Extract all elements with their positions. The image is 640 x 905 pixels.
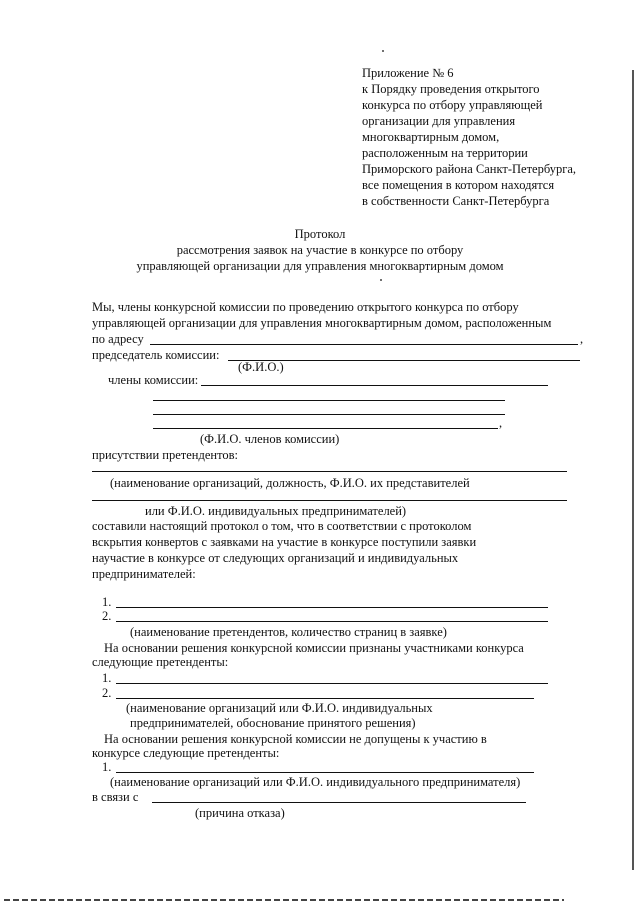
rejected-line: конкурсе следующие претенденты: xyxy=(92,746,280,760)
appendix-line: Приморского района Санкт-Петербурга, xyxy=(362,162,577,176)
rejected-caption: (наименование организаций или Ф.И.О. индивидуального предпринимателя) xyxy=(110,775,521,789)
title-line: Протокол xyxy=(294,227,346,241)
presence-field-line[interactable] xyxy=(92,500,567,501)
chairman-label: председатель комиссии: xyxy=(92,348,220,362)
reason-label: в связи с xyxy=(92,790,139,804)
members-caption: (Ф.И.О. членов комиссии) xyxy=(200,432,340,446)
appendix-line: расположенным на территории xyxy=(362,146,528,160)
orgs-caption: (наименование организаций, должность, Ф.И.О. их представителей xyxy=(110,476,470,490)
applicant-field-line[interactable] xyxy=(116,621,548,622)
appendix-line: к Порядку проведения открытого xyxy=(362,82,540,96)
appendix-line: конкурса по отбору управляющей xyxy=(362,98,543,112)
members-label: члены комиссии: xyxy=(108,373,199,387)
applicant-number: 1. xyxy=(102,595,112,609)
admitted-field-line[interactable] xyxy=(116,683,548,684)
scan-speck xyxy=(382,50,384,52)
intro-line: по адресу xyxy=(92,332,144,346)
applicant-number: 2. xyxy=(102,609,112,623)
orgs-caption: или Ф.И.О. индивидуальных предпринимателей) xyxy=(145,504,407,518)
intro-line: Мы, члены конкурсной комиссии по проведению открытого конкурса по отбору xyxy=(92,300,519,314)
scan-speck xyxy=(380,279,382,281)
appendix-line: Приложение № 6 xyxy=(362,66,454,80)
admitted-line: На основании решения конкурсной комиссии признаны участниками конкурса xyxy=(104,641,524,655)
rejected-line: На основании решения конкурсной комиссии не допущены к участию в xyxy=(104,732,487,746)
rejected-field-line[interactable] xyxy=(116,772,534,773)
member-field-line[interactable] xyxy=(153,400,505,401)
appendix-line: многоквартирным домом, xyxy=(362,130,500,144)
compiled-line: вскрытия конвертов с заявками на участие в конкурсе поступили заявки xyxy=(92,535,477,549)
presence-label: присутствии претендентов: xyxy=(92,448,239,462)
admitted-caption: (наименование организаций или Ф.И.О. индивидуальных xyxy=(126,701,433,715)
member-field-line[interactable] xyxy=(153,414,505,415)
intro-line: управляющей организации для управления многоквартирным домом, расположенным xyxy=(92,316,552,330)
appendix-line: организации для управления xyxy=(362,114,516,128)
admitted-field-line[interactable] xyxy=(116,698,534,699)
admitted-line: следующие претенденты: xyxy=(92,655,229,669)
admitted-number: 2. xyxy=(102,686,112,700)
admitted-number: 1. xyxy=(102,671,112,685)
member-field-line[interactable] xyxy=(201,385,548,386)
title-line: управляющей организации для управления многоквартирным домом xyxy=(136,259,504,273)
compiled-line: предпринимателей: xyxy=(92,567,196,581)
compiled-line: составили настоящий протокол о том, что в соответствии с протоколом xyxy=(92,519,472,533)
address-field-line[interactable] xyxy=(150,344,578,345)
comma: , xyxy=(580,332,584,346)
admitted-caption: предпринимателей, обоснование принятого решения) xyxy=(130,716,416,730)
scan-edge-shadow xyxy=(632,70,634,870)
compiled-line: научастие в конкурсе от следующих организаций и индивидуальных xyxy=(92,551,459,565)
reason-caption: (причина отказа) xyxy=(195,806,285,820)
rejected-number: 1. xyxy=(102,760,112,774)
appendix-line: все помещения в котором находятся xyxy=(362,178,555,192)
applicant-field-line[interactable] xyxy=(116,607,548,608)
applicants-caption: (наименование претендентов, количество страниц в заявке) xyxy=(130,625,447,639)
title-line: рассмотрения заявок на участие в конкурсе по отбору xyxy=(176,243,464,257)
comma: , xyxy=(499,416,503,430)
scan-bottom-noise xyxy=(4,899,564,901)
appendix-line: в собственности Санкт-Петербурга xyxy=(362,194,550,208)
fio-caption: (Ф.И.О.) xyxy=(238,360,284,374)
presence-field-line[interactable] xyxy=(92,471,567,472)
reason-field-line[interactable] xyxy=(152,802,526,803)
member-field-line[interactable] xyxy=(153,428,498,429)
